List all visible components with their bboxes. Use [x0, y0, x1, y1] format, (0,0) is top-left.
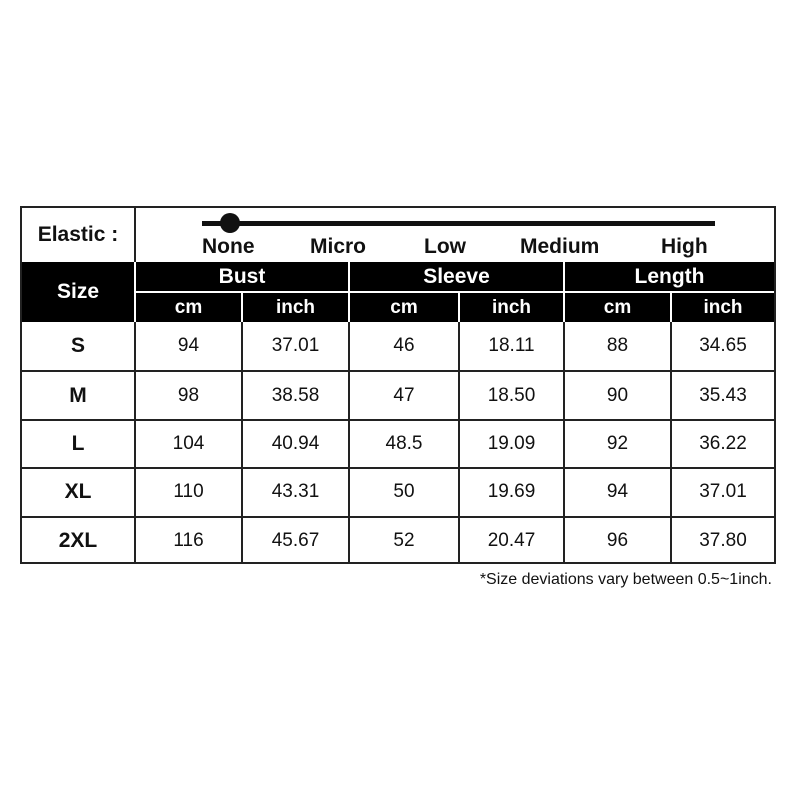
- table-cell: 52: [350, 518, 460, 564]
- elastic-level-high: High: [661, 235, 708, 258]
- table-cell: 47: [350, 372, 460, 418]
- table-cell: 92: [565, 421, 672, 467]
- table-cell: 116: [136, 518, 243, 564]
- size-deviation-footnote: *Size deviations vary between 0.5~1inch.: [479, 571, 772, 588]
- size-table-body: [22, 322, 774, 564]
- table-cell: 19.69: [460, 469, 565, 515]
- table-row: [22, 516, 774, 564]
- table-row: [22, 419, 774, 467]
- table-cell: 18.50: [460, 372, 565, 418]
- table-cell: 20.47: [460, 518, 565, 564]
- unit-header: cm: [136, 291, 243, 322]
- table-row: [22, 322, 774, 370]
- unit-header: inch: [460, 291, 565, 322]
- elastic-level-medium: Medium: [520, 235, 600, 258]
- table-cell: 94: [565, 469, 672, 515]
- table-cell: 94: [136, 322, 243, 370]
- sleeve-header: Sleeve: [350, 262, 565, 291]
- table-cell: 34.65: [699, 335, 747, 357]
- table-cell: 19.09: [460, 421, 565, 467]
- size-cell: L: [22, 421, 136, 467]
- elastic-scale-line: [202, 221, 715, 226]
- elastic-level-low: Low: [424, 235, 466, 258]
- table-cell: 36.22: [699, 432, 747, 454]
- table-cell: 45.67: [243, 518, 350, 564]
- unit-header: inch: [243, 291, 350, 322]
- table-cell: 104: [136, 421, 243, 467]
- size-chart: [20, 206, 776, 564]
- elastic-indicator-dot: [220, 213, 240, 233]
- table-cell: 50: [350, 469, 460, 515]
- unit-header: inch: [672, 291, 774, 322]
- table-row: [22, 370, 774, 418]
- size-cell: S: [22, 322, 136, 370]
- bust-header: Bust: [136, 262, 350, 291]
- size-cell: 2XL: [22, 518, 136, 564]
- elastic-level-micro: Micro: [310, 235, 367, 258]
- table-cell: 96: [565, 518, 672, 564]
- table-cell: 37.01: [243, 322, 350, 370]
- size-cell: XL: [22, 469, 136, 515]
- elastic-level-none: None: [202, 235, 255, 258]
- length-header: Length: [565, 262, 774, 291]
- table-cell: 46: [350, 322, 460, 370]
- table-cell: 88: [565, 322, 672, 370]
- table-cell: 38.58: [243, 372, 350, 418]
- size-cell: M: [22, 372, 136, 418]
- table-cell: 43.31: [243, 469, 350, 515]
- table-cell: 90: [565, 372, 672, 418]
- table-cell: 48.5: [350, 421, 460, 467]
- table-cell: 110: [136, 469, 243, 515]
- table-cell: 40.94: [243, 421, 350, 467]
- size-column-header: Size: [22, 262, 136, 322]
- table-cell: 98: [136, 372, 243, 418]
- table-cell: 37.80: [699, 529, 747, 551]
- table-row: [22, 467, 774, 515]
- table-cell: 18.11: [460, 322, 565, 370]
- unit-header: cm: [350, 291, 460, 322]
- unit-header: cm: [565, 291, 672, 322]
- table-cell: 37.01: [699, 481, 747, 503]
- table-cell: 35.43: [699, 384, 747, 406]
- elastic-label: Elastic :: [22, 208, 136, 262]
